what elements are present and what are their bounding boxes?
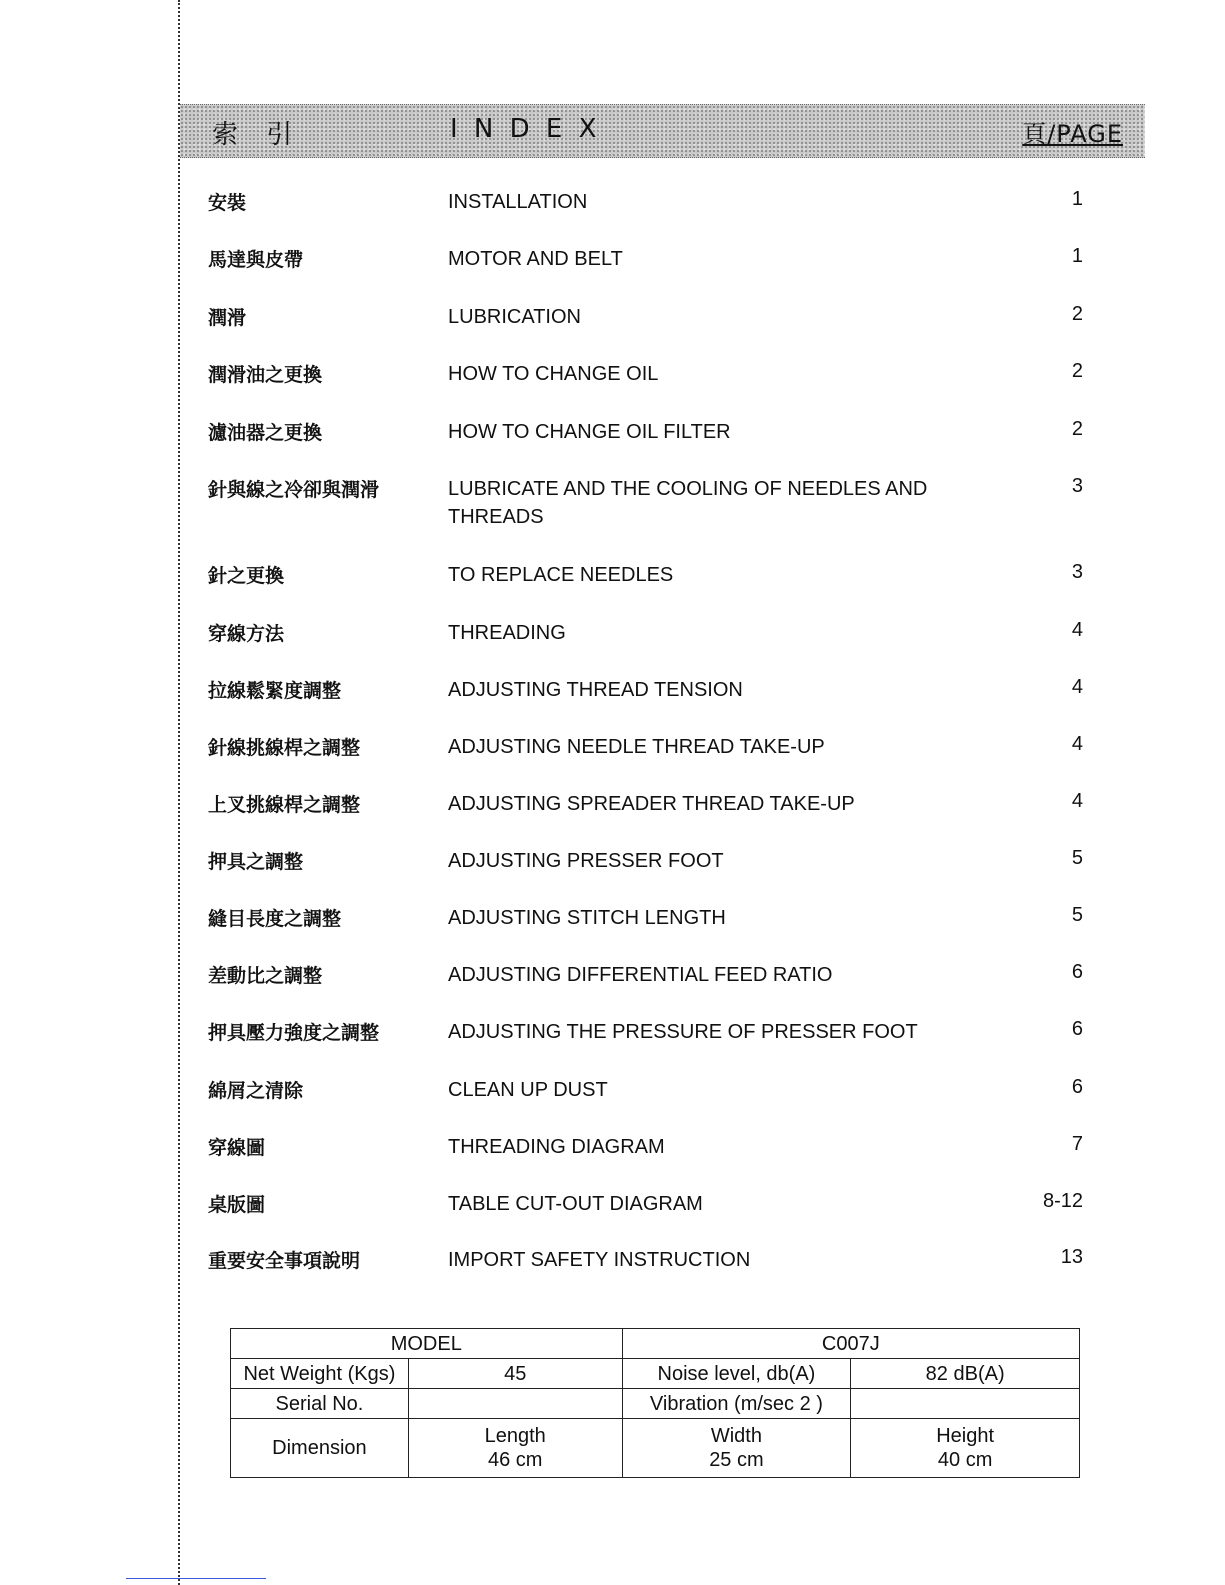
- index-zh: 潤滑: [208, 307, 247, 329]
- spec-table: [230, 1328, 1080, 1478]
- index-page: 6: [1071, 961, 1083, 983]
- index-zh: 差動比之調整: [208, 965, 323, 987]
- index-zh: 拉線鬆緊度調整: [208, 680, 342, 702]
- index-row: [0, 1190, 1225, 1230]
- index-row: [0, 188, 1225, 228]
- index-en: ADJUSTING NEEDLE THREAD TAKE-UP: [448, 736, 825, 758]
- index-zh: 穿線圖: [208, 1137, 266, 1159]
- index-en: ADJUSTING THREAD TENSION: [448, 679, 743, 701]
- spec-row-serial: [231, 1389, 1080, 1419]
- index-row: [0, 1246, 1225, 1286]
- net-weight-label: Net Weight (Kgs): [231, 1359, 409, 1389]
- index-row: [0, 847, 1225, 887]
- index-row: [0, 303, 1225, 343]
- index-page: 4: [1071, 733, 1083, 755]
- index-row: [0, 561, 1225, 601]
- index-page: 2: [1071, 418, 1083, 440]
- height-label: Height: [936, 1425, 995, 1447]
- index-row: [0, 733, 1225, 773]
- index-en: IMPORT SAFETY INSTRUCTION: [448, 1249, 751, 1271]
- index-zh: 濾油器之更換: [208, 422, 323, 444]
- index-row: [0, 360, 1225, 400]
- vibration-value: [851, 1389, 1080, 1419]
- header-title-en: I N D E X: [450, 114, 601, 144]
- index-en: ADJUSTING PRESSER FOOT: [448, 850, 724, 872]
- height-cell: [851, 1419, 1080, 1478]
- length-label: Length: [484, 1425, 546, 1447]
- index-zh: 針之更換: [208, 565, 285, 587]
- index-page: 5: [1071, 847, 1083, 869]
- index-en: ADJUSTING THE PRESSURE OF PRESSER FOOT: [448, 1021, 918, 1043]
- index-page: 8-12: [1042, 1190, 1083, 1212]
- width-value: 25 cm: [709, 1449, 764, 1471]
- index-en: TO REPLACE NEEDLES: [448, 564, 674, 586]
- index-zh: 綿屑之清除: [208, 1080, 304, 1102]
- noise-label: Noise level, db(A): [622, 1359, 851, 1389]
- index-row: [0, 1076, 1225, 1116]
- index-en: THREADING DIAGRAM: [448, 1136, 665, 1158]
- index-zh: 上叉挑線桿之調整: [208, 794, 361, 816]
- bottom-rule: [126, 1578, 266, 1579]
- vibration-label: Vibration (m/sec 2 ): [622, 1389, 851, 1419]
- index-en: TABLE CUT-OUT DIAGRAM: [448, 1193, 703, 1215]
- index-zh: 穿線方法: [208, 623, 285, 645]
- index-row: [0, 619, 1225, 659]
- header-title-zh: 索 引: [212, 120, 303, 150]
- index-zh: 馬達與皮帶: [208, 249, 304, 271]
- index-row: [0, 676, 1225, 716]
- net-weight-value: 45: [408, 1359, 622, 1389]
- index-en: HOW TO CHANGE OIL FILTER: [448, 421, 731, 443]
- index-page: 2: [1071, 303, 1083, 325]
- index-zh: 縫目長度之調整: [208, 908, 342, 930]
- index-en: MOTOR AND BELT: [448, 248, 623, 270]
- index-row: [0, 904, 1225, 944]
- index-page: 13: [1060, 1246, 1083, 1268]
- index-en: ADJUSTING STITCH LENGTH: [448, 907, 726, 929]
- width-cell: [622, 1419, 851, 1478]
- index-page: 6: [1071, 1018, 1083, 1040]
- index-zh: 潤滑油之更換: [208, 364, 323, 386]
- noise-value: 82 dB(A): [851, 1359, 1080, 1389]
- index-page: 4: [1071, 619, 1083, 641]
- spec-row-model: [231, 1329, 1080, 1359]
- dimension-label: Dimension: [231, 1419, 409, 1478]
- index-en: THREADING: [448, 622, 566, 644]
- index-page: 4: [1071, 790, 1083, 812]
- index-page: 2: [1071, 360, 1083, 382]
- spec-row-dimension: [231, 1419, 1080, 1478]
- index-page: 1: [1071, 245, 1083, 267]
- index-page: 4: [1071, 676, 1083, 698]
- index-en: CLEAN UP DUST: [448, 1079, 608, 1101]
- index-page: 3: [1071, 561, 1083, 583]
- index-row: [0, 245, 1225, 285]
- index-page: 7: [1071, 1133, 1083, 1155]
- index-en: ADJUSTING SPREADER THREAD TAKE-UP: [448, 793, 855, 815]
- index-header-bar: [180, 104, 1145, 158]
- index-en: HOW TO CHANGE OIL: [448, 363, 659, 385]
- index-row: [0, 961, 1225, 1001]
- index-row: [0, 790, 1225, 830]
- index-zh: 針線挑線桿之調整: [208, 737, 361, 759]
- index-en: LUBRICATION: [448, 306, 581, 328]
- index-page: 5: [1071, 904, 1083, 926]
- model-label: MODEL: [231, 1329, 623, 1359]
- length-cell: [408, 1419, 622, 1478]
- index-page: 1: [1071, 188, 1083, 210]
- index-zh: 針與線之冷卻與潤滑: [208, 479, 380, 501]
- index-zh: 押具之調整: [208, 851, 304, 873]
- index-page: 6: [1071, 1076, 1083, 1098]
- header-page-label: 頁/PAGE: [1022, 120, 1123, 148]
- index-zh: 押具壓力強度之調整: [208, 1022, 380, 1044]
- serial-value: [408, 1389, 622, 1419]
- model-value: C007J: [622, 1329, 1079, 1359]
- index-row: [0, 475, 1225, 535]
- index-zh: 重要安全事項說明: [208, 1250, 361, 1272]
- index-row: [0, 418, 1225, 458]
- index-row: [0, 1133, 1225, 1173]
- spec-row-weight: [231, 1359, 1080, 1389]
- index-en: ADJUSTING DIFFERENTIAL FEED RATIO: [448, 964, 833, 986]
- width-label: Width: [710, 1425, 762, 1447]
- height-value: 40 cm: [937, 1449, 993, 1471]
- serial-label: Serial No.: [231, 1389, 409, 1419]
- index-zh: 桌版圖: [208, 1194, 266, 1216]
- length-value: 46 cm: [487, 1449, 543, 1471]
- index-zh: 安裝: [208, 192, 247, 214]
- index-en: INSTALLATION: [448, 191, 588, 213]
- index-en: LUBRICATE AND THE COOLING OF NEEDLES AND THREADS: [448, 478, 928, 528]
- index-row: [0, 1018, 1225, 1058]
- index-page: 3: [1071, 475, 1083, 497]
